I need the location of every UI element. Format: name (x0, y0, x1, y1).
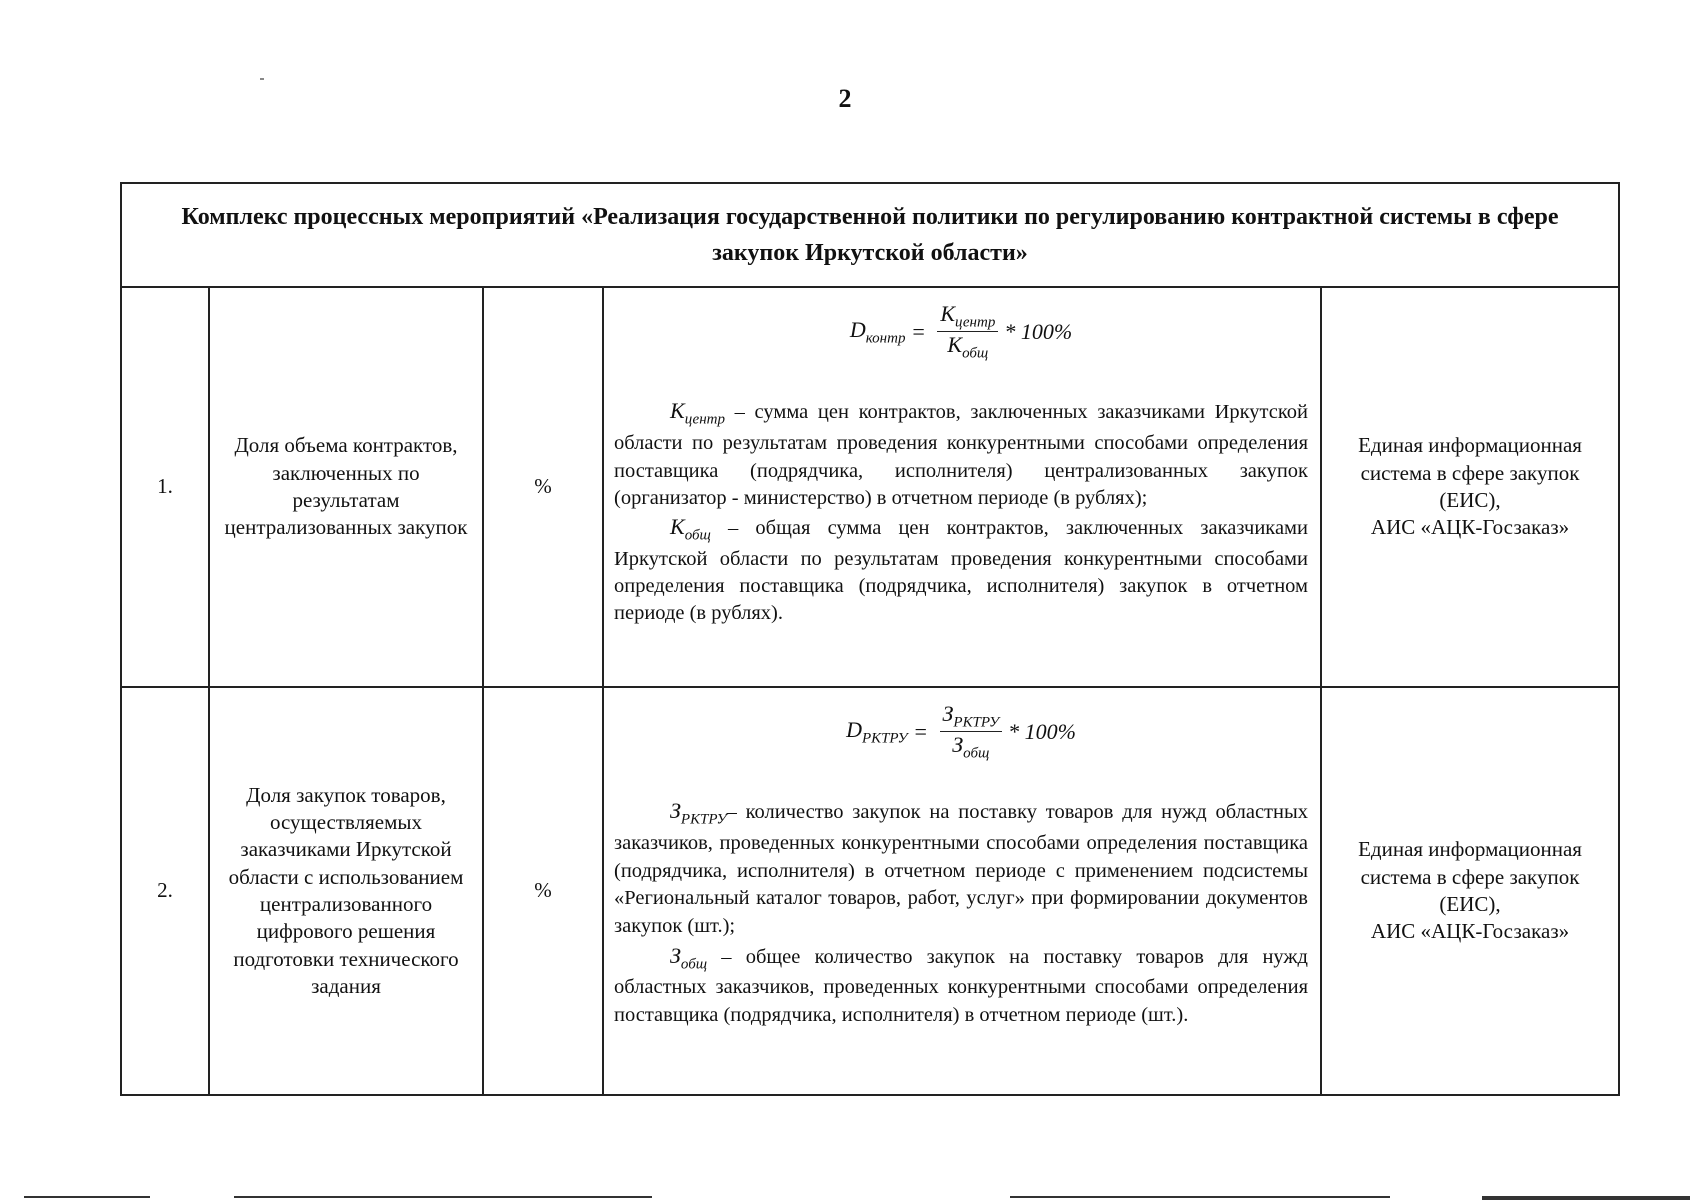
formula-fraction: $\frac{З_{РКТРУ}}{З_{общ}}$ (940, 702, 1003, 762)
row-number: 1. (121, 287, 209, 687)
page-number: 2 (838, 84, 852, 113)
indicator-name: Доля закупок товаров, осуществляемых заказчиками Иркутской области с использованием централизованного цифрового решения подготовки технического задания (209, 687, 483, 1095)
indicator-name: Доля объема контрактов, заключенных по результатам централизованных закупок (209, 287, 483, 687)
formula-fraction: $\frac{K_{центр}}{K_{общ}}$ (937, 302, 998, 362)
formula: $D_{контр}$ = $\frac{K_{центр}}{K_{общ}}$ * 100% (849, 301, 1073, 362)
scan-speck (260, 78, 264, 80)
table-row (121, 287, 1619, 687)
data-source: Единая информационная система в сфере закупок (ЕИС), АИС «АЦК-Госзаказ» (1321, 687, 1619, 1095)
unit-of-measure: % (483, 287, 603, 687)
table-header-row (121, 183, 1619, 287)
variable-definition: $З_{общ}$ – общее количество закупок на поставку товаров для нужд областных заказчиков, проведенных конкурентными способами определения поставщика (подрядчика, исполнителя) в отчетном периоде (шт.). (614, 942, 1308, 1026)
formula-multiplier: * 100% (1008, 718, 1076, 744)
scan-edge-line (1010, 1196, 1390, 1198)
table-row (121, 687, 1619, 1095)
variable-definition: $K_{центр}$ – сумма цен контрактов, заключенных заказчиками Иркутской области по результатам проведения конкурентными способами определения поставщика (подрядчика, исполнителя) централизованных закупок (организатор - министерство) в отчетном периоде (в рублях); (614, 398, 1308, 509)
calculation-method (603, 287, 1321, 687)
variable-definition: $З_{РКТРУ}-$ количество закупок на поставку товаров для нужд областных заказчиков, проведенных конкурентными способами определения поставщика (подрядчика, исполнителя) в отчетном периоде с применением подсистемы «Региональный каталог товаров, работ, услуг» при формировании документов закупок (шт.); (614, 798, 1308, 937)
unit-of-measure: % (483, 687, 603, 1095)
scan-edge-line (234, 1196, 652, 1198)
variable-definition: $K_{общ}$ – общая сумма цен контрактов, заключенных заказчиками Иркутской области по результатам проведения конкурентными способами определения поставщика (подрядчика, исполнителя) закупок в отчетном периоде (в рублях). (614, 513, 1308, 624)
calculation-method (603, 687, 1321, 1095)
indicators-table (120, 182, 1620, 1096)
row-number: 2. (121, 687, 209, 1095)
scan-edge-line (24, 1196, 150, 1198)
formula-lhs: $D_{контр}$ (849, 316, 906, 347)
complex-title: Комплекс процессных мероприятий «Реализация государственной политики по регулированию контрактной системы в сфере закупок Иркутской области» (121, 183, 1619, 287)
formula-lhs: $D_{РКТРУ}$ (846, 716, 908, 747)
scan-edge-line (1482, 1196, 1690, 1200)
formula-multiplier: * 100% (1004, 318, 1073, 344)
data-source: Единая информационная система в сфере закупок (ЕИС), АИС «АЦК-Госзаказ» (1321, 287, 1619, 687)
formula: $D_{РКТРУ}$ = $\frac{З_{РКТРУ}}{З_{общ}}$ * 100% (846, 701, 1076, 762)
